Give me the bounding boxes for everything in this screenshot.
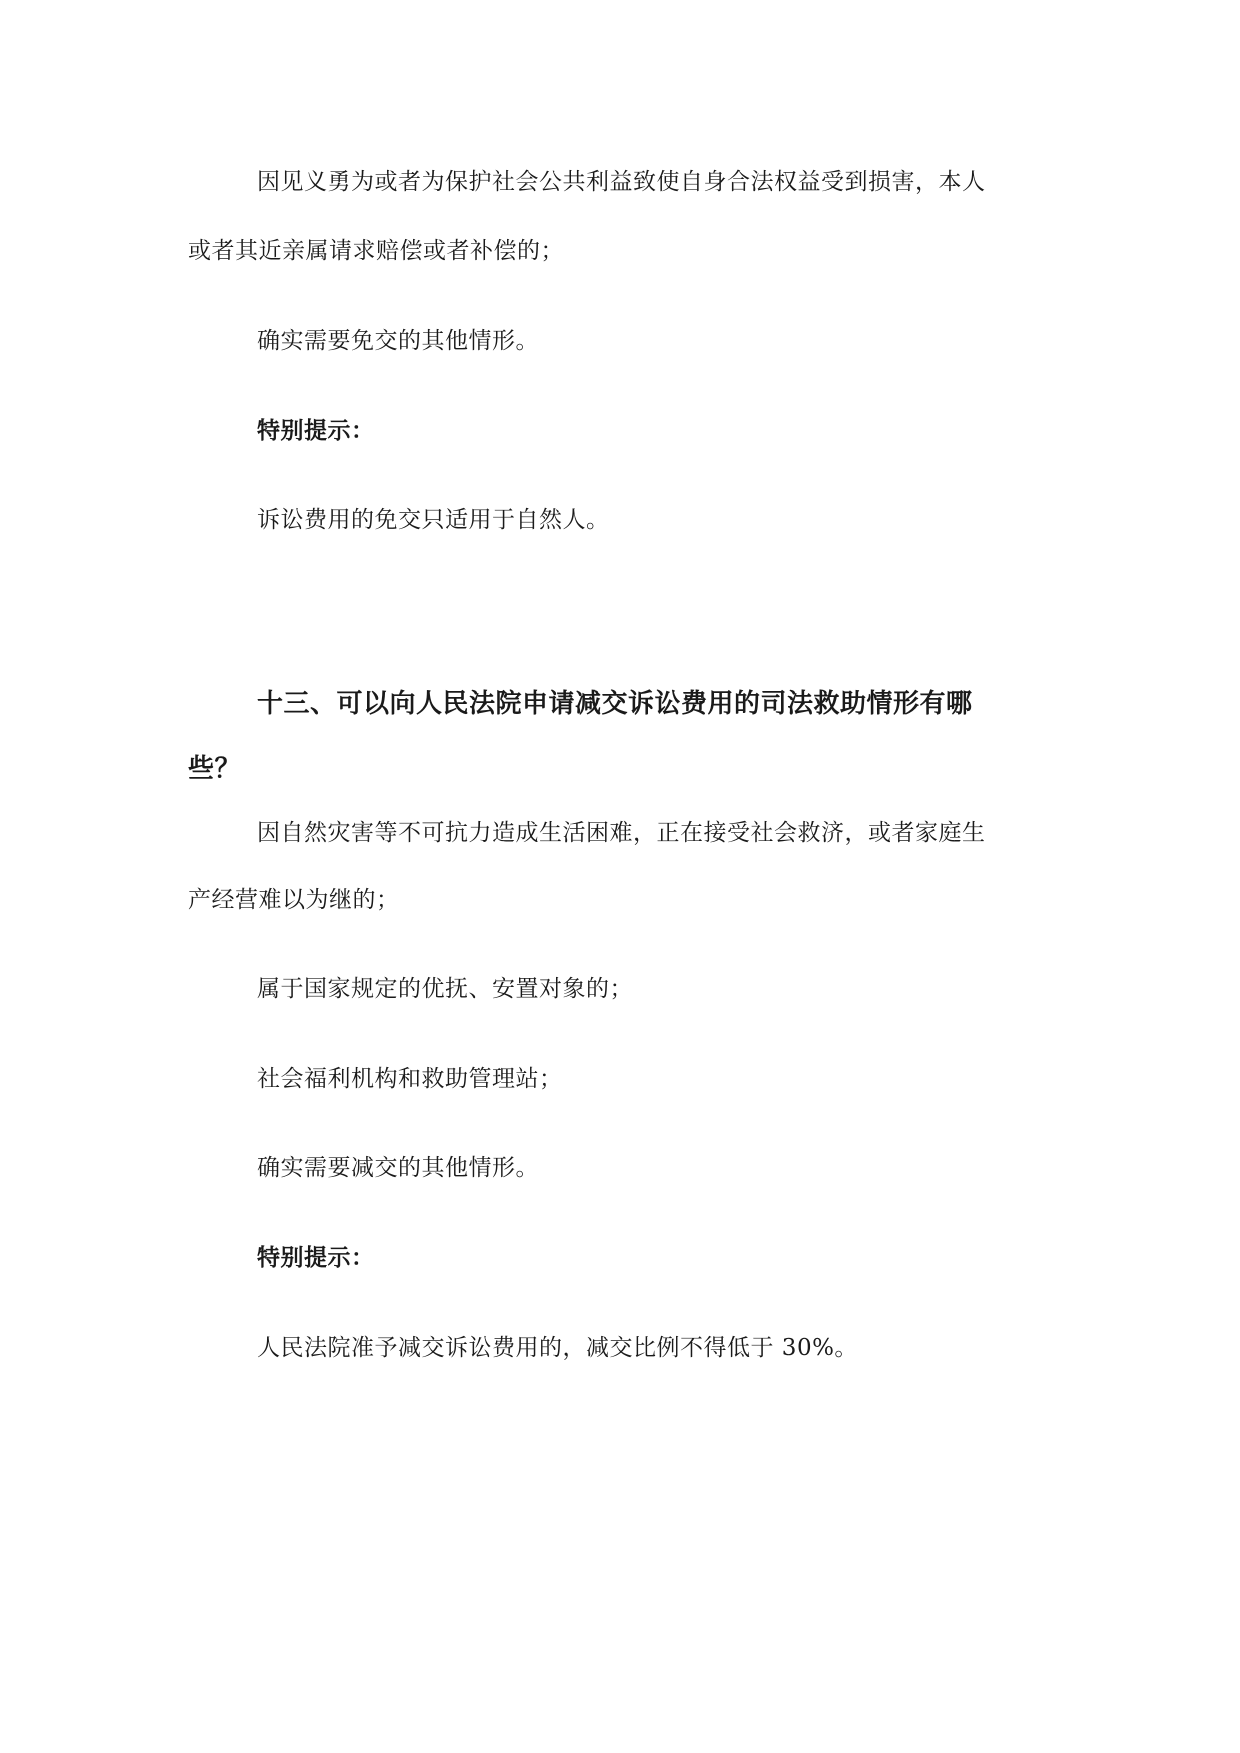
reduction-item-3: 社会福利机构和救助管理站； [257,1066,563,1092]
exemption-item-2: 确实需要免交的其他情形。 [257,328,539,354]
exemption-item-1-line-2: 或者其近亲属请求赔偿或者补偿的； [188,238,564,264]
exemption-note-label: 特别提示： [257,417,375,444]
section-heading-line-1: 十三、可以向人民法院申请减交诉讼费用的司法救助情形有哪 [257,689,973,719]
reduction-item-4: 确实需要减交的其他情形。 [257,1155,539,1181]
reduction-note-label: 特别提示： [257,1244,375,1271]
section-heading-line-2: 些？ [188,754,242,784]
reduction-item-2: 属于国家规定的优抚、安置对象的； [257,976,633,1002]
reduction-note-text: 人民法院准予减交诉讼费用的，减交比例不得低于 30%。 [257,1335,858,1361]
reduction-item-1-line-2: 产经营难以为继的； [188,887,400,913]
exemption-note-text: 诉讼费用的免交只适用于自然人。 [257,507,610,533]
exemption-item-1-line-1: 因见义勇为或者为保护社会公共利益致使自身合法权益受到损害，本人 [257,169,986,195]
reduction-item-1-line-1: 因自然灾害等不可抗力造成生活困难，正在接受社会救济，或者家庭生 [257,820,986,846]
